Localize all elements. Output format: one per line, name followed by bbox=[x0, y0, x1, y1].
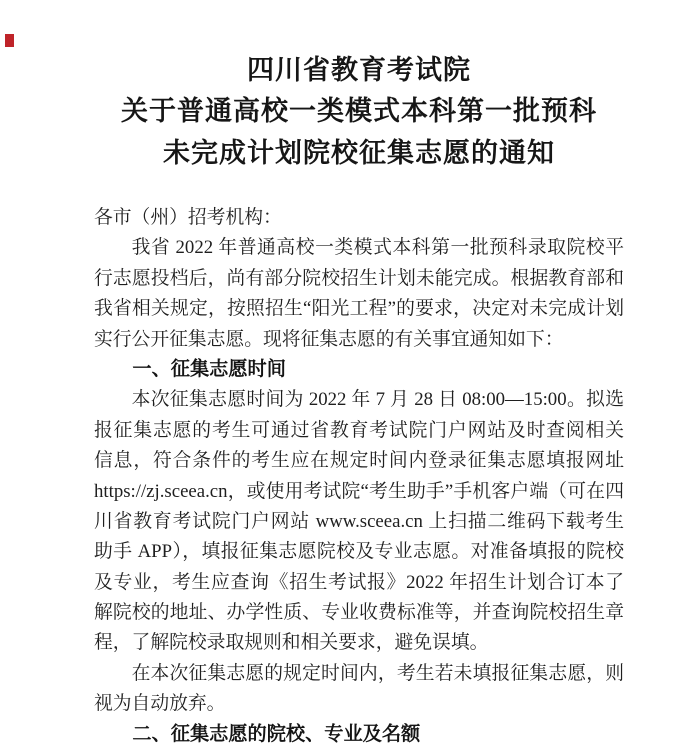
title-line: 未完成计划院校征集志愿的通知 bbox=[163, 137, 555, 168]
doc-line: 实行公开征集志愿。现将征集志愿的有关事宜通知如下： bbox=[94, 328, 564, 350]
document-body bbox=[94, 203, 624, 750]
red-marker bbox=[5, 34, 14, 47]
title-line: 关于普通高校一类模式本科第一批预科 bbox=[121, 96, 597, 127]
doc-line: 信息，符合条件的考生应在规定时间内登录征集志愿填报网址 bbox=[94, 450, 624, 472]
section-heading: 二、征集志愿的院校、专业及名额 bbox=[132, 723, 421, 745]
doc-line: 各市（州）招考机构： bbox=[94, 207, 282, 228]
doc-line: 在本次征集志愿的规定时间内，考生若未填报征集志愿，则 bbox=[131, 662, 624, 684]
doc-line: 及专业，考生应查询《招生考试报》2022 年招生计划合订本了 bbox=[94, 571, 624, 593]
doc-line: https://zj.sceea.cn，或使用考试院“考生助手”手机客户端（可在四 bbox=[94, 480, 624, 502]
doc-line: 我省 2022 年普通高校一类模式本科第一批预科录取院校平 bbox=[131, 237, 624, 259]
doc-line: 行志愿投档后，尚有部分院校招生计划未能完成。根据教育部和 bbox=[94, 267, 624, 289]
title-line: 四川省教育考试院 bbox=[247, 55, 471, 85]
section-heading: 一、征集志愿时间 bbox=[132, 358, 286, 380]
doc-line: 报征集志愿的考生可通过省教育考试院门户网站及时查阅相关 bbox=[94, 419, 624, 441]
doc-line: 解院校的地址、办学性质、专业收费标准等，并查询院校招生章 bbox=[94, 602, 624, 624]
doc-line: 程，了解院校录取规则和相关要求，避免误填。 bbox=[94, 632, 489, 654]
document-title bbox=[85, 50, 633, 174]
doc-line: 本次征集志愿时间为 2022 年 7 月 28 日 08:00—15:00。拟选 bbox=[131, 389, 624, 411]
doc-line: 川省教育考试院门户网站 www.sceea.cn 上扫描二维码下载考生 bbox=[94, 510, 624, 532]
doc-line: 我省相关规定，按照招生“阳光工程”的要求，决定对未完成计划 bbox=[94, 298, 624, 320]
doc-line: 视为自动放弃。 bbox=[94, 693, 226, 715]
doc-line: 助手 APP），填报征集志愿院校及专业志愿。对准备填报的院校 bbox=[94, 541, 624, 563]
